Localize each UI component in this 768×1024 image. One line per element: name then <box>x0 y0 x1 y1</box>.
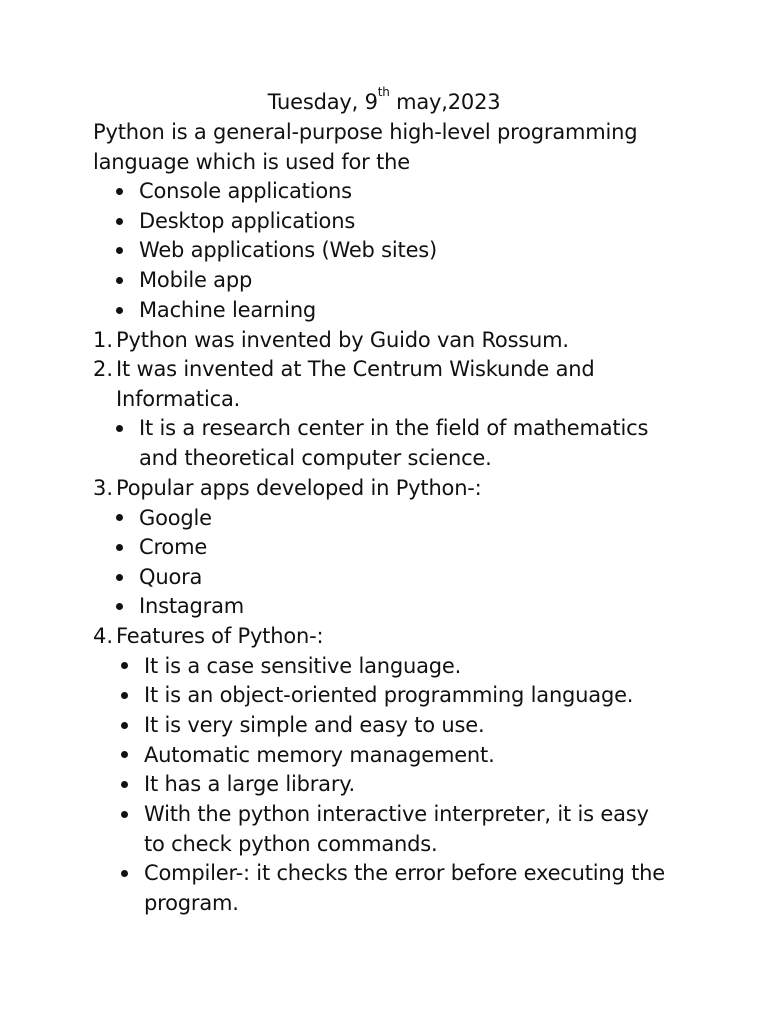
list-number: 3. <box>93 476 114 500</box>
intro-line-2: language which is used for the <box>93 150 410 174</box>
use-item: Machine learning <box>139 298 317 322</box>
document-date <box>0 85 768 115</box>
feature-item: It has a large library. <box>144 772 355 796</box>
date-prefix: Tuesday, 9 <box>267 90 378 114</box>
point-2-line-1: It was invented at The Centrum Wiskunde and <box>116 357 595 381</box>
bullet-icon <box>121 811 128 818</box>
app-item: Quora <box>139 565 203 589</box>
bullet-icon <box>121 662 128 669</box>
point-2-sub-line-2: and theoretical computer science. <box>139 446 492 470</box>
bullet-icon <box>116 574 123 581</box>
feature-item: Automatic memory management. <box>144 743 495 767</box>
bullet-icon <box>121 870 128 877</box>
bullet-icon <box>121 751 128 758</box>
list-number: 1. <box>93 328 114 352</box>
bullet-icon <box>116 307 123 314</box>
app-item: Crome <box>139 535 208 559</box>
list-number: 2. <box>93 357 114 381</box>
feature-item-line-1: Compiler-: it checks the error before executing the <box>144 861 666 885</box>
bullet-icon <box>121 781 128 788</box>
bullet-icon <box>116 218 123 225</box>
feature-item: It is an object-oriented programming language. <box>144 683 634 707</box>
bullet-icon <box>116 603 123 610</box>
feature-item-line-2: to check python commands. <box>144 832 438 856</box>
bullet-icon <box>121 722 128 729</box>
point-3-text: Popular apps developed in Python-: <box>116 476 482 500</box>
bullet-icon <box>116 425 123 432</box>
bullet-icon <box>116 247 123 254</box>
list-number: 4. <box>93 624 114 648</box>
point-4-text: Features of Python-: <box>116 624 324 648</box>
point-1-text: Python was invented by Guido van Rossum. <box>116 328 569 352</box>
bullet-icon <box>116 277 123 284</box>
point-2-sub-line-1: It is a research center in the field of mathematics <box>139 416 649 440</box>
use-item: Desktop applications <box>139 209 356 233</box>
use-item: Mobile app <box>139 268 253 292</box>
bullet-icon <box>116 544 123 551</box>
date-suffix: may,2023 <box>389 90 501 114</box>
app-item: Instagram <box>139 594 245 618</box>
feature-item-line-1: With the python interactive interpreter, it is easy <box>144 802 649 826</box>
feature-item-line-2: program. <box>144 891 239 915</box>
date-superscript: th <box>377 85 390 99</box>
app-item: Google <box>139 506 212 530</box>
feature-item: It is a case sensitive language. <box>144 654 462 678</box>
use-item: Console applications <box>139 179 352 203</box>
bullet-icon <box>121 692 128 699</box>
point-2-line-2: Informatica. <box>116 387 241 411</box>
feature-item: It is very simple and easy to use. <box>144 713 485 737</box>
intro-line-1: Python is a general-purpose high-level programming <box>93 120 638 144</box>
bullet-icon <box>116 188 123 195</box>
bullet-icon <box>116 514 123 521</box>
use-item: Web applications (Web sites) <box>139 238 438 262</box>
